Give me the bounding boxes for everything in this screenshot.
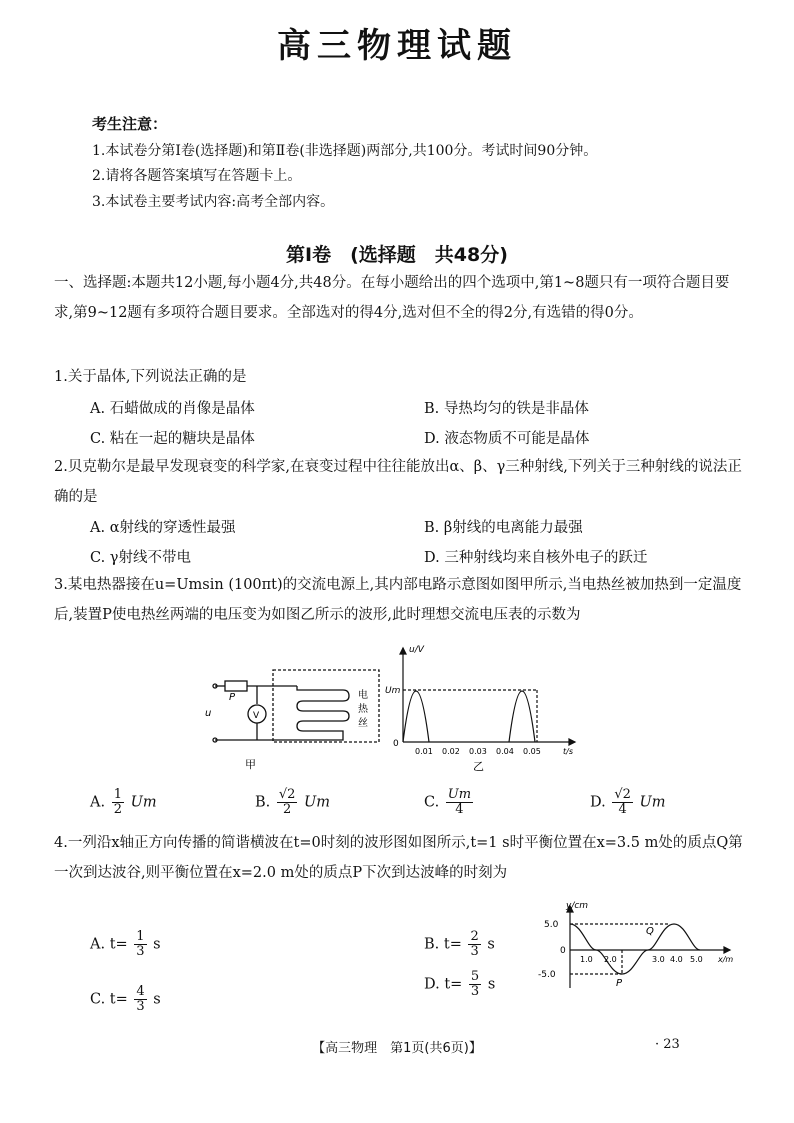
heater-coil	[297, 686, 349, 740]
wave-ybottom: -5.0	[538, 970, 556, 980]
page-marker: · 23	[655, 1037, 680, 1052]
option-label: D.	[590, 794, 606, 811]
wave-xlabel: x/m	[718, 955, 734, 964]
fraction-denominator: 3	[470, 944, 479, 959]
question-3-option-d	[590, 788, 665, 817]
notice-heading: 考生注意：	[92, 115, 168, 133]
fraction-numerator: Um	[447, 787, 472, 802]
option-suffix: Um	[130, 794, 157, 811]
option-suffix: s	[153, 936, 161, 953]
half-wave-1	[403, 691, 429, 742]
fraction	[134, 930, 146, 959]
question-3-option-b	[255, 788, 330, 817]
option-label: A.	[90, 794, 106, 811]
q3-waveform-figure	[385, 640, 585, 775]
wave-tick: 3.0	[652, 955, 665, 964]
fraction-denominator: 4	[618, 802, 627, 817]
wave-ylabel: y/cm	[566, 901, 589, 911]
page-title: 高三物理试题	[277, 26, 517, 66]
resistor-p	[225, 681, 247, 691]
page-footer: 【高三物理 第1页(共6页)】	[312, 1041, 482, 1056]
notice-item: 1.本试卷分第Ⅰ卷(选择题)和第Ⅱ卷(非选择题)两部分,共100分。考试时间90分钟。	[92, 143, 598, 159]
q3-circuit-figure	[205, 668, 385, 778]
notice-item: 2.请将各题答案填写在答题卡上。	[92, 168, 302, 184]
wave-origin: 0	[560, 946, 566, 956]
label-p: P	[229, 692, 236, 703]
heater-label-2: 热	[358, 704, 368, 715]
section-intro: 一、选择题:本题共12小题,每小题4分,共48分。在每小题给出的四个选项中,第1~8题只有一项符合题目要求,第9~12题有多项符合题目要求。全部选对的得4分,选对但不全的得2分,有选错的得0分。	[54, 275, 730, 321]
heater-label-1: 电	[358, 690, 368, 701]
waveform-ylabel: u/V	[409, 645, 424, 655]
q4-wave-figure	[530, 900, 740, 1000]
question-2-option-c: C. γ射线不带电	[90, 550, 191, 566]
fraction	[469, 970, 481, 999]
fraction-denominator: 4	[455, 802, 464, 817]
fraction-numerator: 2	[470, 929, 479, 944]
fraction-numerator: 4	[136, 984, 145, 999]
option-label: D. t=	[424, 976, 463, 993]
question-4-option-b	[424, 930, 495, 959]
waveform-tick: 0.02	[442, 747, 460, 756]
fraction-denominator: 3	[136, 944, 145, 959]
fraction	[134, 985, 146, 1014]
fraction	[446, 788, 473, 817]
section-heading: 第Ⅰ卷 (选择题 共48分)	[286, 244, 508, 266]
notice-item: 3.本试卷主要考试内容:高考全部内容。	[92, 194, 335, 210]
question-4-option-a	[90, 930, 161, 959]
fraction-numerator: 1	[113, 787, 122, 802]
fraction	[112, 788, 124, 817]
question-4-stem: 4.一列沿x轴正方向传播的简谐横波在t=0时刻的波形图如图所示,t=1 s时平衡位置在x=3.5 m处的质点Q第一次到达波谷,则平衡位置在x=2.0 m处的质点P下次到达波峰的时刻为	[54, 835, 743, 881]
question-1-option-b: B. 导热均匀的铁是非晶体	[424, 401, 589, 417]
half-wave-2	[509, 691, 535, 742]
label-u: u	[205, 708, 212, 719]
option-suffix: s	[487, 936, 495, 953]
waveform-origin: 0	[393, 739, 399, 749]
question-4-option-c	[90, 985, 161, 1014]
question-2-option-a: A. α射线的穿透性最强	[90, 520, 236, 536]
question-3-option-c	[424, 788, 475, 817]
waveform-tick: 0.04	[496, 747, 514, 756]
wave-point-q: Q	[646, 926, 654, 937]
wave-point-p: P	[616, 978, 623, 989]
option-suffix: Um	[639, 794, 666, 811]
question-1-option-c: C. 粘在一起的糖块是晶体	[90, 431, 255, 447]
wave-tick: 4.0	[670, 955, 683, 964]
question-3-option-a	[90, 788, 157, 817]
wave-ytop: 5.0	[544, 920, 559, 930]
figure-caption-yi: 乙	[473, 760, 484, 773]
fraction	[612, 788, 633, 817]
option-suffix: s	[153, 991, 161, 1008]
heater-label-3: 丝	[358, 718, 368, 729]
question-2-option-d: D. 三种射线均来自核外电子的跃迁	[424, 550, 648, 566]
fraction-denominator: 3	[136, 999, 145, 1014]
fraction-denominator: 2	[283, 802, 292, 817]
waveform-xlabel: t/s	[563, 747, 573, 756]
question-1-option-a: A. 石蜡做成的肖像是晶体	[90, 401, 255, 417]
question-1-stem: 1.关于晶体,下列说法正确的是	[54, 369, 247, 385]
fraction-numerator: √2	[614, 787, 631, 802]
sine-wave	[570, 924, 700, 974]
option-label: B.	[255, 794, 271, 811]
option-suffix: s	[487, 976, 496, 993]
wave-tick: 5.0	[690, 955, 703, 964]
question-4-option-d	[424, 970, 495, 999]
question-3-stem: 3.某电热器接在u=Umsin (100πt)的交流电源上,其内部电路示意图如图甲所示,当电热丝被加热到一定温度后,装置P使电热丝两端的电压变为如图乙所示的波形,此时理想交流电压表的示数为	[54, 577, 742, 623]
fraction-denominator: 2	[113, 802, 122, 817]
option-suffix: Um	[304, 794, 331, 811]
wave-tick: 1.0	[580, 955, 593, 964]
waveform-tick: 0.03	[469, 747, 487, 756]
option-label: C.	[424, 794, 440, 811]
waveform-tick: 0.01	[415, 747, 433, 756]
fraction-numerator: 1	[136, 929, 145, 944]
waveform-um-label: Um	[385, 686, 401, 696]
fraction	[468, 930, 480, 959]
option-label: C. t=	[90, 991, 128, 1008]
waveform-tick: 0.05	[523, 747, 541, 756]
fraction-numerator: √2	[278, 787, 296, 802]
fraction-denominator: 3	[470, 984, 480, 999]
fraction	[277, 788, 298, 817]
fraction-numerator: 5	[470, 969, 480, 984]
figure-caption-jia: 甲	[245, 758, 256, 771]
question-2-option-b: B. β射线的电离能力最强	[424, 520, 583, 536]
label-v: V	[253, 711, 260, 721]
wave-tick: 2.0	[604, 955, 617, 964]
option-label: A. t=	[90, 936, 128, 953]
question-1-option-d: D. 液态物质不可能是晶体	[424, 431, 590, 447]
option-label: B. t=	[424, 936, 462, 953]
question-2-stem: 2.贝克勒尔是最早发现衰变的科学家,在衰变过程中往往能放出α、β、γ三种射线,下列关于三种射线的说法正确的是	[54, 459, 742, 505]
